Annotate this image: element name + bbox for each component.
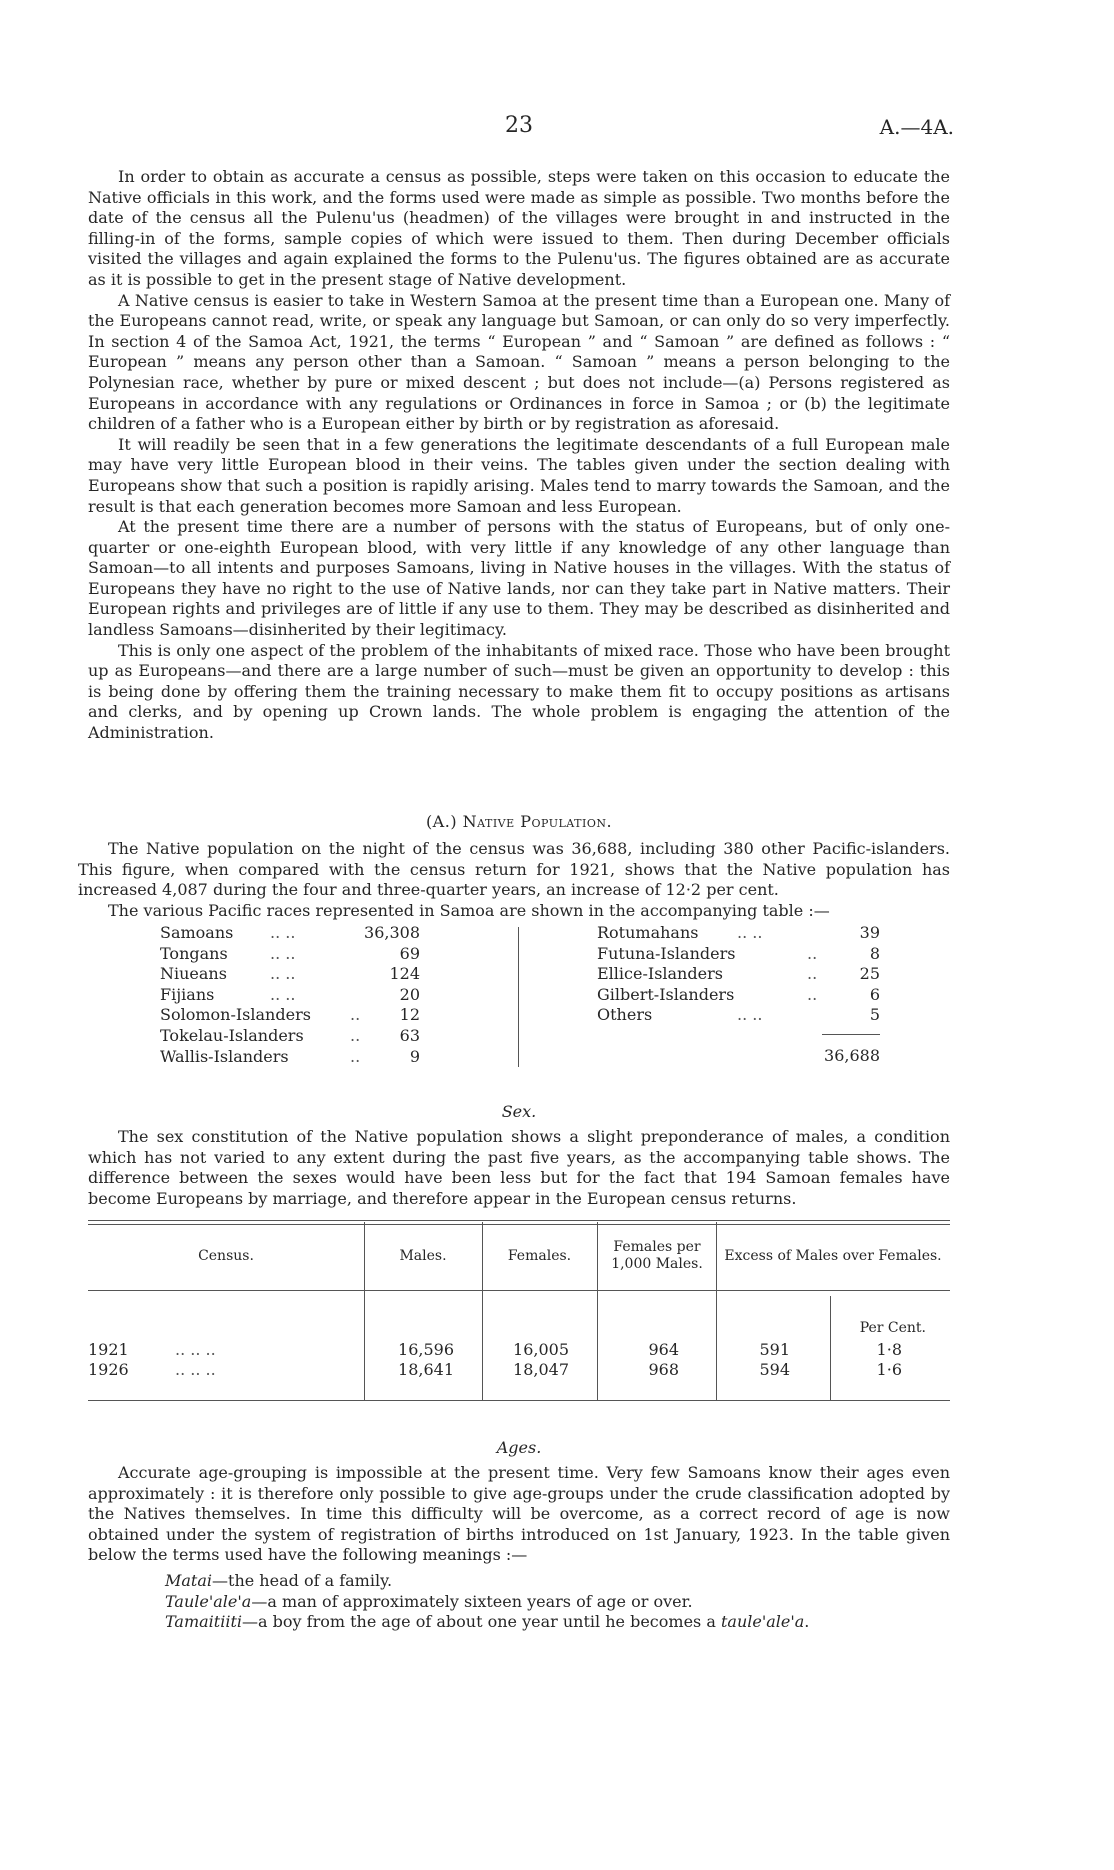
race-row: [597, 1005, 880, 1026]
row-year: 1921: [88, 1340, 129, 1359]
section-title-sex: Sex.: [501, 1102, 537, 1121]
race-row: [160, 1005, 420, 1026]
race-name: Tongans: [160, 943, 228, 963]
meaning-tail: .: [804, 1612, 810, 1632]
leader-dots: ..: [807, 984, 818, 1004]
race-value: 39: [859, 923, 880, 942]
race-value: 9: [409, 1046, 420, 1066]
row-excess: 591: [759, 1340, 790, 1359]
table-top-rule: [88, 1224, 950, 1225]
paragraph: The various Pacific races represented in Samoa are shown in the accompanying table :—: [108, 900, 830, 920]
race-row: [160, 1047, 420, 1068]
race-name: Fijians: [160, 984, 215, 1004]
race-value: 69: [399, 943, 420, 963]
row-per-1000: 964: [648, 1340, 679, 1359]
race-name: Wallis-Islanders: [160, 1046, 289, 1066]
race-value: 20: [399, 984, 420, 1004]
definition-tamaitiiti: [165, 1612, 945, 1633]
race-value: 36,308: [364, 923, 420, 942]
races-left-column: [160, 923, 420, 1067]
row-females: 18,047: [513, 1360, 569, 1379]
race-value: 25: [859, 964, 880, 984]
race-name: Samoans: [160, 923, 234, 942]
races-table: [160, 923, 880, 1073]
percent-label: Per Cent.: [859, 1320, 926, 1336]
race-name: Tokelau-Islanders: [160, 1025, 304, 1045]
term-definitions: [165, 1571, 945, 1633]
intro-text: [88, 167, 950, 744]
term: Matai: [165, 1571, 213, 1590]
native-population-text: [78, 839, 950, 921]
race-row: [597, 944, 880, 965]
leader-dots: .. ..: [270, 923, 296, 942]
race-name: Rotumahans: [597, 923, 699, 942]
meaning: —a boy from the age of about one year until he becomes a: [242, 1612, 721, 1632]
leader-dots: ..: [350, 1046, 361, 1066]
race-row: [160, 1026, 420, 1047]
races-divider: [518, 927, 519, 1067]
table-top-rule: [88, 1220, 950, 1221]
definition-taulealea: [165, 1592, 945, 1613]
definition-matai: [165, 1571, 945, 1592]
row-year: 1926: [88, 1360, 129, 1379]
paragraph: It will readily be seen that in a few generations the legitimate descendants of a full European male may have very little European blood in their veins. The tables given under the section dealing with Europeans show that such a position is rapidly arising. Males tend to marry towards the Samoan, and the result is that each generation becomes more Samoan and less European.: [88, 434, 950, 516]
race-row: [160, 944, 420, 965]
total-rule: [822, 1034, 880, 1035]
section-title-ages: Ages.: [496, 1438, 542, 1457]
header-excess: Excess of Males over Females.: [724, 1248, 942, 1264]
row-males: 18,641: [398, 1360, 454, 1379]
leader-dots: .. .. ..: [175, 1360, 216, 1379]
race-name: Niueans: [160, 964, 227, 984]
race-row: [597, 985, 880, 1006]
paragraph: At the present time there are a number of persons with the status of Europeans, but of only one-quarter or one-eighth European blood, with very little if any knowledge of any other language than Samoan—to all intents and purposes Samoans, living in Native houses in the villages. With the status of Europeans they have no right to the use of Native lands, nor can they take part in Native matters. Their European rights and privileges are of little if any use to them. They may be described as disinherited and landless Samoans—disinherited by their legitimacy.: [88, 517, 950, 640]
race-row: [160, 985, 420, 1006]
race-row: [160, 923, 420, 944]
section-title-native-population: (A.) Native Population.: [425, 812, 613, 831]
leader-dots: .. ..: [737, 923, 763, 942]
sex-text: [88, 1127, 950, 1209]
race-value: 6: [869, 984, 880, 1004]
row-percent: 1·8: [876, 1340, 902, 1359]
race-name: Gilbert-Islanders: [597, 984, 735, 1004]
race-value: 8: [869, 943, 880, 963]
races-total: 36,688: [824, 1046, 880, 1065]
races-total-row: [597, 1046, 880, 1067]
race-name: Solomon-Islanders: [160, 1005, 311, 1025]
paragraph: A Native census is easier to take in Western Samoa at the present time than a European one. Many of the Europeans cannot read, write, or speak any language but Samoan, or can only do so very imperfectly. In section 4 of the Samoa Act, 1921, the terms “ European ” and “ Samoan ” are defined as follows : “ European ” means any person other than a Samoan. “ Samoan ” means a person belonging to the Polynesian race, whether by pure or mixed descent ; but does not include—(a) Persons registered as Europeans in accordance with any regulations or Ordinances in force in Samoa ; or (b) the legitimate children of a father who is a European either by birth or by registration as aforesaid.: [88, 290, 950, 434]
leader-dots: ..: [807, 964, 818, 984]
race-value: 124: [389, 964, 420, 984]
term: Tamaitiiti: [165, 1612, 243, 1632]
table-bottom-rule: [88, 1400, 950, 1401]
race-name: Others: [597, 1005, 653, 1025]
paragraph: The Native population on the night of the census was 36,688, including 380 other Pacific-islanders. This figure, when compared with the census return for 1921, shows that the Native population has increased 4,087 during the four and three-quarter years, an increase of 12·2 per cent.: [78, 839, 950, 900]
paragraph: In order to obtain as accurate a census as possible, steps were taken on this occasion to educate the Native officials in this work, and the forms used were made as simple as possible. Two months before the date of the census all the Pulenu'us (headmen) of the villages were brought in and instructed in the filling-in of the forms, sample copies of which were issued to them. Then during December officials visited the villages and again explained the forms to the Pulenu'us. The figures obtained are as accurate as it is possible to get in the present stage of Native development.: [88, 167, 950, 289]
header-males: Males.: [399, 1248, 447, 1264]
race-value: 63: [399, 1025, 420, 1045]
meaning: —the head of a family.: [212, 1571, 393, 1590]
races-right-column: [597, 923, 880, 1065]
leader-dots: ..: [807, 943, 818, 963]
row-per-1000: 968: [648, 1360, 679, 1379]
row-males: 16,596: [398, 1340, 454, 1359]
row-percent: 1·6: [876, 1360, 902, 1379]
paragraph: Accurate age-grouping is impossible at the present time. Very few Samoans know their ages even approximately : it is therefore only possible to give age-groups under the crude classification adopted by the Natives themselves. In time this difficulty will be overcome, as a correct record of age is now obtained under the system of registration of births introduced on 1st January, 1923. In the table given below the terms used have the following meanings :—: [88, 1463, 950, 1565]
header-females-per-1000: Females per 1,000 Males.: [611, 1239, 703, 1272]
paragraph: This is only one aspect of the problem of the inhabitants of mixed race. Those who have been brought up as Europeans—and there are a large number of such—must be given an opportunity to develop : this is being done by offering them the training necessary to make them fit to occupy positions as artisans and clerks, and by opening up Crown lands. The whole problem is engaging the attention of the Administration.: [88, 640, 950, 743]
leader-dots: .. ..: [737, 1005, 763, 1025]
term: taule'ale'a: [720, 1612, 805, 1632]
race-row: [597, 964, 880, 985]
meaning: —a man of approximately sixteen years of age or over.: [251, 1591, 693, 1611]
race-value: 5: [869, 1005, 880, 1025]
table-header-rule: [88, 1290, 950, 1291]
leader-dots: ..: [350, 1005, 361, 1025]
race-row: [160, 964, 420, 985]
ages-text: [88, 1463, 950, 1566]
row-females: 16,005: [513, 1340, 569, 1359]
term: Taule'ale'a: [165, 1591, 252, 1611]
race-name: Ellice-Islanders: [597, 964, 723, 984]
race-row: [597, 923, 880, 944]
leader-dots: .. .. ..: [175, 1340, 216, 1359]
header-females: Females.: [507, 1248, 572, 1264]
row-excess: 594: [759, 1360, 790, 1379]
document-reference: A.—4A.: [879, 115, 954, 139]
leader-dots: .. ..: [270, 943, 296, 963]
leader-dots: .. ..: [270, 984, 296, 1004]
leader-dots: .. ..: [270, 964, 296, 984]
race-name: Futuna-Islanders: [597, 943, 736, 963]
paragraph: The sex constitution of the Native population shows a slight preponderance of males, a condition which has not varied to any extent during the past five years, as the accompanying table shows. The difference between the sexes would have been less but for the fact that 194 Samoan females have become Europeans by marriage, and therefore appear in the European census returns.: [88, 1127, 950, 1208]
page-number: 23: [505, 113, 533, 138]
header-census: Census.: [198, 1248, 254, 1264]
leader-dots: ..: [350, 1025, 361, 1045]
race-value: 12: [399, 1005, 420, 1025]
